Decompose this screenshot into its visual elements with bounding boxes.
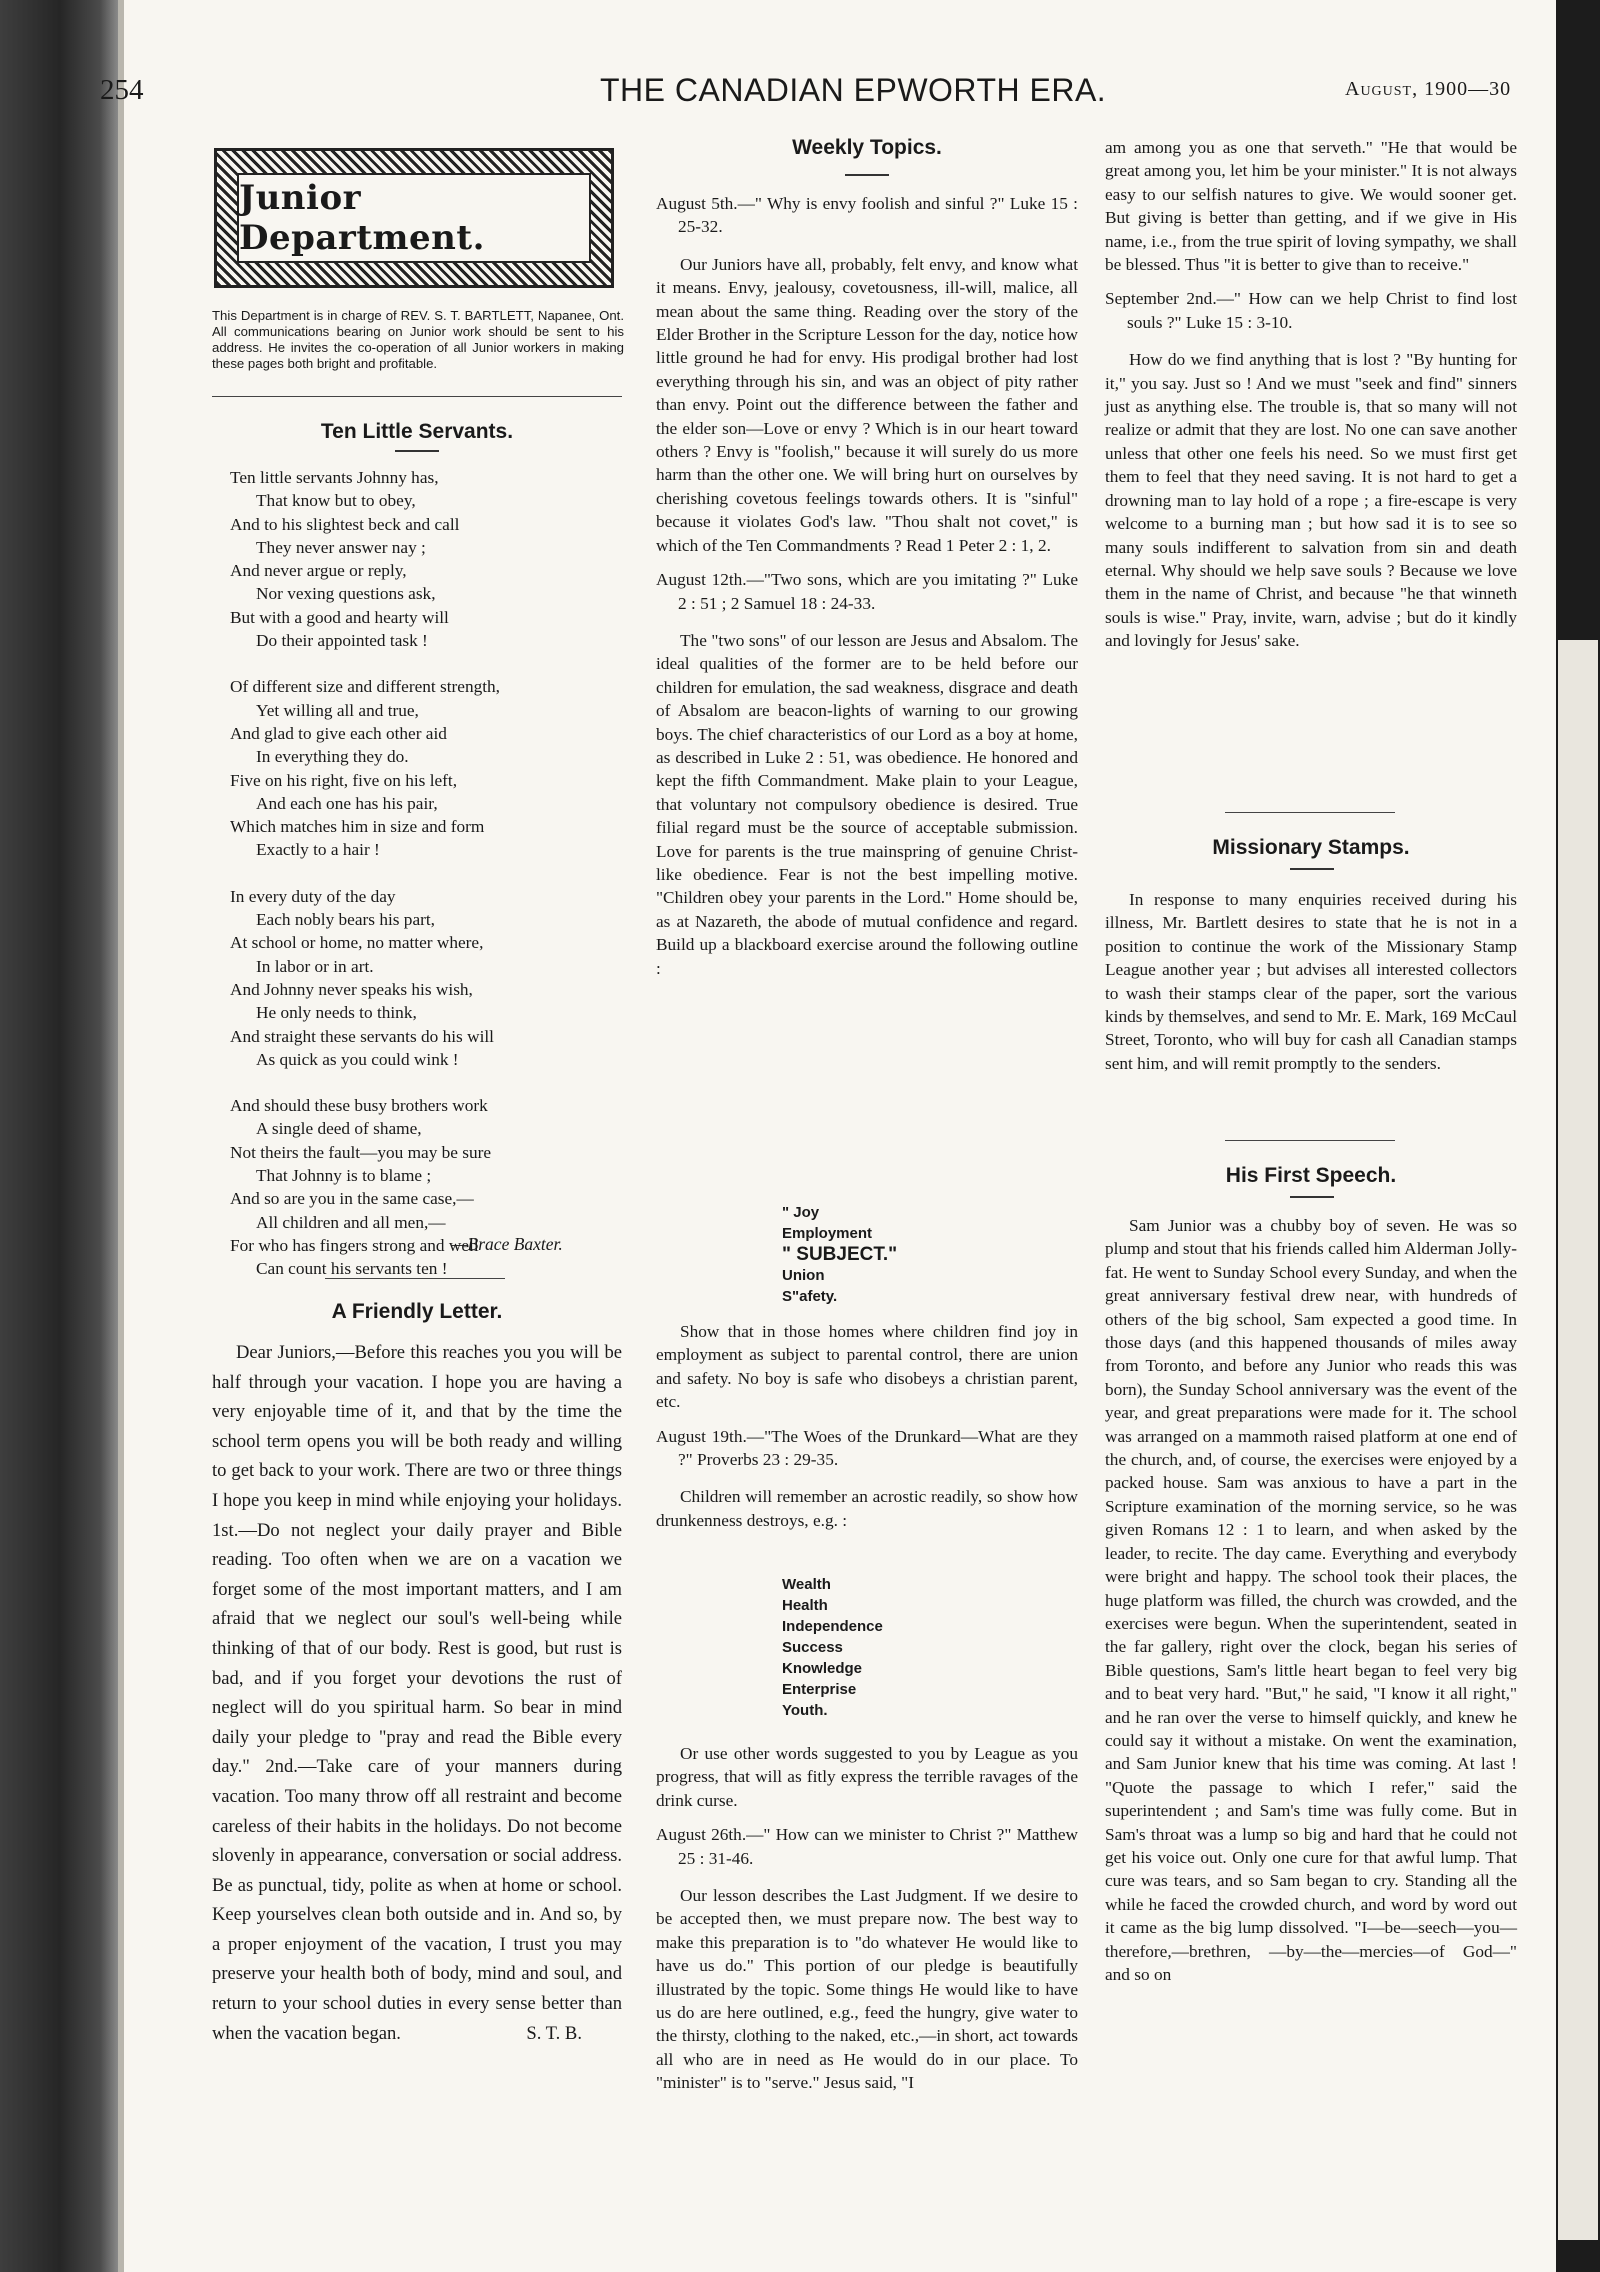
- acrostic-line: Wealth: [782, 1576, 831, 1593]
- poem-line: And should these busy brothers work: [230, 1096, 488, 1116]
- poem-line: Nor vexing questions ask,: [256, 584, 436, 604]
- topic-body: How do we find anything that is lost ? "By hunting for it," you say. Just so ! And we must "seek and find" sinners just as anything else. The trouble is, that so many will not realize or admit that they are lost. No one can save another unless that other one feels his need. So we must first get them to feel that they need saving. It is not hard to get a drowning man to lay hold of a rope ; a fire-escape is very welcome to a burning man ; but how sad it is to see so many souls indifferent to salvation from sin and death eternal. Why should we help save souls ? Because we love them in the name of Christ, and because "he that winneth souls is wise." Pray, invite, warn, advise ; but do it kindly and lovingly for Jesus' sake.: [1105, 350, 1517, 651]
- poem-line: In every duty of the day: [230, 886, 396, 906]
- poem-line: He only needs to think,: [256, 1003, 417, 1023]
- topic-body: Our lesson describes the Last Judgment. If we desire to be accepted then, we must prepare now. The best way to make this preparation is to "do whatever He would like to have us do." This portion of our pledge is beautifully illustrated by the topic. Some things He would like to have us do are here outlined, e.g., feed the hungry, give water to the thirsty, clothing to the naked, etc.,—in short, act towards all who are in need as He would do in our place. To "minister" is to "serve." Jesus said, "I: [656, 1886, 1078, 2093]
- topic-body: Our Juniors have all, probably, felt envy, and know what it means. Envy, jealousy, covetousness, ill-will, malice, all mean about the same thing. Reading over the story of the Elder Brother in the Scripture Lesson for the day, notice how little ground he had for envy. His prodigal brother had lost everything through his sin, and was an object of pity rather than envy. Point out the difference between the father and the elder son—Love or envy ? Which is in our heart toward others ? Envy is "foolish," because it will surely do us more harm than the other one. We will bring hurt on ourselves by cherishing covetous feelings towards others. It is "sinful" because it violates God's law. "Thou shalt not covet," is which of the Ten Commandments ? Read 1 Peter 2 : 1, 2.: [656, 254, 1078, 555]
- poem-line: Each nobly bears his part,: [256, 910, 435, 930]
- acrostic-line: Youth.: [782, 1702, 828, 1719]
- weekly-topics-part2: [656, 1320, 1078, 1543]
- acrostic-line: Union: [782, 1267, 825, 1284]
- poem-stanza: [230, 675, 610, 861]
- poem-line: A single deed of shame,: [256, 1119, 422, 1139]
- issue-date: August, 1900—30: [1345, 78, 1512, 100]
- weekly-topics-part3: [656, 1742, 1078, 2106]
- page-title: THE CANADIAN EPWORTH ERA.: [600, 72, 1107, 108]
- poem-line: And never argue or reply,: [230, 561, 407, 581]
- poem-line: They never answer nay ;: [256, 537, 426, 557]
- poem-line: Which matches him in size and form: [230, 817, 485, 837]
- letter-text: Dear Juniors,—Before this reaches you you will be half through your vacation. I hope you are having a very enjoyable time of it, and that by the time the school term opens you will be both ready and willing to get back to your work. There are two or three things I hope you keep in mind while enjoying your holidays. 1st.—Do not neglect your daily prayer and Bible reading. Too often when we are on a vacation we forget some of the most important matters, and I am afraid that we neglect our soul's well-being while thinking of that of our body. Rest is good, but rust is bad, and if you forget your devotions the rust of neglect will do you spiritual harm. So bear in mind daily your pledge to "pray and read the Bible every day." 2nd.—Take care of your manners during vacation. Too many throw off all restraint and become careless of their habits in the holidays. Do not become slovenly in appearance, conversation or social address. Be as punctual, tidy, polite as when at home or school. Keep yourselves clean both outside and in. And so, by a proper enjoyment of the vacation, I trust you may preserve your health both of body, mind and soul, and return to your school duties in every sense better than when the vacation began.: [212, 1342, 622, 2044]
- poem-line: Not theirs the fault—you may be sure: [230, 1142, 492, 1162]
- topic-body: The "two sons" of our lesson are Jesus and Absalom. The ideal qualities of the former are to be held before our children for emulation, the sad weakness, disgrace and death of Absalom are beacon-lights of warning to our growing boys. The chief characteristics of our Lord as a boy at home, as described in Luke 2 : 51, was obedience. He honored and kept the fifth Commandment. Make plain to your League, that voluntary not compulsory obedience is desired. True filial regard must be the source of acceptable submission. Love for parents is the true mainspring of genuine Christ-like obedience. Fear is not the best impelling motive. "Children obey your parents in the Lord." Home should be, as at Nazareth, the abode of mutual confidence and regard. Build up a blackboard exercise around the following outline :: [656, 630, 1078, 978]
- poem-line: Ten little servants Johnny has,: [230, 468, 439, 487]
- missionary-stamps-title: Missionary Stamps.: [1212, 836, 1410, 859]
- poem-line: And each one has his pair,: [256, 793, 438, 813]
- poem-line: Do their appointed task !: [256, 631, 428, 651]
- acrostic-line: " Joy: [782, 1204, 820, 1221]
- acrostic-line: Independence: [782, 1618, 883, 1635]
- poem-line: And to his slightest beck and call: [230, 514, 460, 534]
- speech-text: Sam Junior was a chubby boy of seven. He was so plump and stout that his friends called him Alderman Jolly-fat. He went to Sunday School every Sunday, and when the great anniversary festival drew near, with hundreds of others of the big school, Sam expected a good time. In those days (and this happened thousands of miles away from Toronto, and before any Junior who reads this was born), the Sunday School anniversary was the event of the year, and great preparations were made for it. The school was arranged on a mammoth raised platform at one end of the church, and, of course, the exercises were enjoyed by a packed house. Sam was anxious to have a part in the Scripture examination of the morning service, so he was given Romans 12 : 1 to learn, and when asked by the leader, to recite. The day came. Everything and everybody were bright and happy. The school took their places, the huge platform was filled, the church was crowded, and the exercises were begun. When the superintendent, seated in the far gallery, right over the clock, began his series of Bible questions, Sam's little heart began to feel very big and to beat very hard. "But," he said, "I know it all right," and he ran over the verse to himself quickly, and knew he could say it without a mistake. On went the examination, and Sam Junior knew that his time was coming. At last ! "Quote the passage to which I refer," said the superintendent ; and Sam's time was fully come. But in Sam's throat was a lump so big and hard that he could not get his voice out. Only one cure for that awful lump. That cure was tears, and so Sam began to cry. Standing all the while he faced the crowded church, and word by word out it came as the big lump dissolved. "I—be—seech—you—therefore,—brethren, —by—the—mercies—of God—" and so on: [1105, 1216, 1517, 1984]
- weekly-topics-part4: [1105, 136, 1517, 664]
- divider: [1225, 1140, 1395, 1141]
- first-speech-body: [1105, 1214, 1517, 1997]
- poem-line: That Johnny is to blame ;: [256, 1166, 432, 1186]
- poem-line: Can count his servants ten !: [256, 1259, 448, 1279]
- stamps-text: In response to many enquiries received during his illness, Mr. Bartlett desires to state that he is not in a position to continue the work of the Missionary Stamp League another year ; but advises all interested collectors to wash their stamps clear of the paper, sort the various kinds by themselves, and send to Mr. E. Mark, 169 McCaul Street, Toronto, who will buy for cash all Canadian stamps sent him, and will remit promptly to the senders.: [1105, 890, 1517, 1073]
- poem-line: In labor or in art.: [256, 956, 374, 976]
- junior-department-banner: [214, 148, 614, 288]
- poem: [230, 466, 610, 1304]
- junior-department-title: Junior Department.: [239, 178, 485, 258]
- topic-heading: August 26th.—" How can we minister to Christ ?" Matthew 25 : 31-46.: [656, 1825, 1078, 1868]
- acrostic-line: Health: [782, 1597, 828, 1614]
- divider: [212, 396, 622, 397]
- acrostic-line: S"afety.: [782, 1288, 838, 1305]
- weekly-topics-title: Weekly Topics.: [792, 136, 942, 159]
- department-note: This Department is in charge of REV. S. T. BARTLETT, Napanee, Ont. All communications bearing on Junior work should be sent to his address. He invites the co-operation of all Junior workers in making these pages both bright and profitable.: [212, 308, 624, 371]
- topic-body: Show that in those homes where children find joy in employment as subject to parental control, there are union and safety. No boy is safe who disobeys a christian parent, etc.: [656, 1322, 1078, 1412]
- acrostic-line: Success: [782, 1639, 843, 1656]
- weekly-topics-part1: [656, 192, 1078, 991]
- poem-line: For who has fingers strong and well: [230, 1235, 479, 1255]
- acrostic-wealth: [782, 1574, 883, 1721]
- adjacent-page-strip: [1556, 0, 1600, 2272]
- poem-stanza: [230, 885, 610, 1071]
- poem-line: Of different size and different strength,: [230, 677, 501, 697]
- divider: [395, 450, 439, 452]
- book-spine: [0, 0, 120, 2272]
- poem-line: But with a good and hearty will: [230, 607, 449, 627]
- divider: [845, 174, 889, 176]
- letter-body: [212, 1338, 622, 2049]
- topic-heading: August 12th.—"Two sons, which are you imitating ?" Luke 2 : 51 ; 2 Samuel 18 : 24-33.: [656, 570, 1078, 613]
- poem-line: And straight these servants do his will: [230, 1026, 494, 1046]
- divider: [1290, 868, 1334, 870]
- poem-line: And so are you in the same case,—: [230, 1189, 474, 1209]
- divider: [1290, 1196, 1334, 1198]
- acrostic-line: Employment: [782, 1225, 873, 1242]
- poem-line: Five on his right, five on his left,: [230, 770, 458, 790]
- letter-title: A Friendly Letter.: [331, 1300, 503, 1323]
- poem-line: As quick as you could wink !: [256, 1049, 459, 1069]
- missionary-stamps-body: [1105, 888, 1517, 1086]
- poem-line: Yet willing all and true,: [256, 700, 419, 720]
- acrostic-line: Enterprise: [782, 1681, 857, 1698]
- poem-stanza: [230, 466, 610, 652]
- poem-line: Exactly to a hair !: [256, 840, 380, 860]
- divider: [1225, 812, 1395, 813]
- poem-line: At school or home, no matter where,: [230, 933, 484, 953]
- acrostic-line: " SUBJECT.": [782, 1244, 898, 1265]
- poem-title: Ten Little Servants.: [320, 420, 514, 443]
- topic-heading: September 2nd.—" How can we help Christ to find lost souls ?" Luke 15 : 3-10.: [1105, 289, 1517, 332]
- poem-line: And Johnny never speaks his wish,: [230, 979, 473, 999]
- topic-body: Or use other words suggested to you by League as you progress, that will as fitly express the terrible ravages of the drink curse.: [656, 1744, 1078, 1810]
- topic-body: Children will remember an acrostic readily, so show how drunkenness destroys, e.g. :: [656, 1487, 1078, 1530]
- first-speech-title: His First Speech.: [1225, 1164, 1397, 1187]
- divider: [325, 1278, 505, 1279]
- poem-line: All children and all men,—: [256, 1212, 446, 1232]
- poem-line: And glad to give each other aid: [230, 723, 447, 743]
- poem-line: That know but to obey,: [256, 491, 416, 511]
- topic-heading: August 19th.—"The Woes of the Drunkard—What are they ?" Proverbs 23 : 29-35.: [656, 1426, 1078, 1470]
- topic-body: am among you as one that serveth." "He that would be great among you, let him be your minister." It is not always easy to our selfish natures to give. We would sooner get. But giving is better than getting, and if we give in His name, i.e., from the true spirit of loving sympathy, we shall be blessed. Thus "it is better to give than to receive.": [1105, 138, 1517, 275]
- page-number: 254: [100, 74, 144, 106]
- letter-signature: S. T. B.: [526, 2023, 582, 2045]
- topic-heading: August 5th.—" Why is envy foolish and sinful ?" Luke 15 : 25-32.: [656, 194, 1078, 237]
- poem-line: In everything they do.: [256, 747, 409, 767]
- acrostic-line: Knowledge: [782, 1660, 863, 1677]
- acrostic-joy: [782, 1202, 897, 1307]
- poem-author: —Brace Baxter.: [452, 1234, 563, 1254]
